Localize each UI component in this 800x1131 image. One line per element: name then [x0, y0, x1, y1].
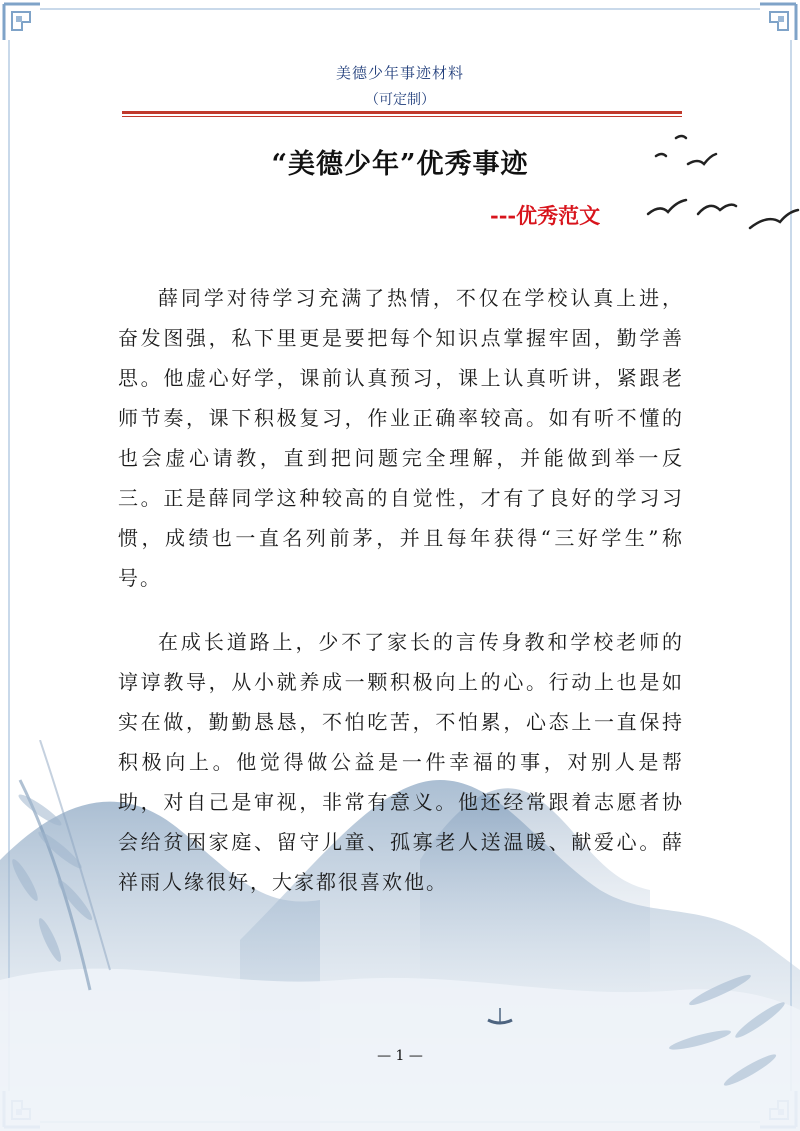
frame-top-border [40, 8, 760, 10]
header-title: 美德少年事迹材料 [335, 64, 464, 82]
header-divider-thick [122, 111, 682, 114]
body-paragraph: 在成长道路上，少不了家长的言传身教和学校老师的谆谆教导，从小就养成一颗积极向上的心。行动上也是如实在做，勤勤恳恳，不怕吃苦，不怕累，心态上一直保持积极向上。他觉得做公益是一件幸福的事，对别人是帮助，对自己是审视，非常有意义。他还经常跟着志愿者协会给贫困家庭、留守儿童、孤寡老人送温暖、献爱心。薛祥雨人缘很好，大家都很喜欢他。 [118, 630, 684, 894]
corner-ornament-icon [740, 0, 800, 60]
corner-ornament-icon [0, 0, 60, 60]
header-divider-thin [122, 116, 682, 117]
body-paragraph: 薛同学对待学习充满了热情，不仅在学校认真上进，奋发图强，私下里更是要把每个知识点掌握牢固，勤学善思。他虚心好学，课前认真预习，课上认真听讲，紧跟老师节奏，课下积极复习，作业正确率较高。如有听不懂的也会虚心请教，直到把问题完全理解，并能做到举一反三。正是薛同学这种较高的自觉性，才有了良好的学习习惯，成绩也一直名列前茅，并且每年获得“三好学生”称号。 [118, 286, 684, 590]
document-body [118, 278, 684, 902]
header-subtitle: （可定制） [365, 92, 435, 108]
page-number: — 1 — [377, 1048, 423, 1064]
document-title: “美德少年”优秀事迹 [271, 149, 529, 180]
document-byline: ---优秀范文 [490, 203, 601, 228]
